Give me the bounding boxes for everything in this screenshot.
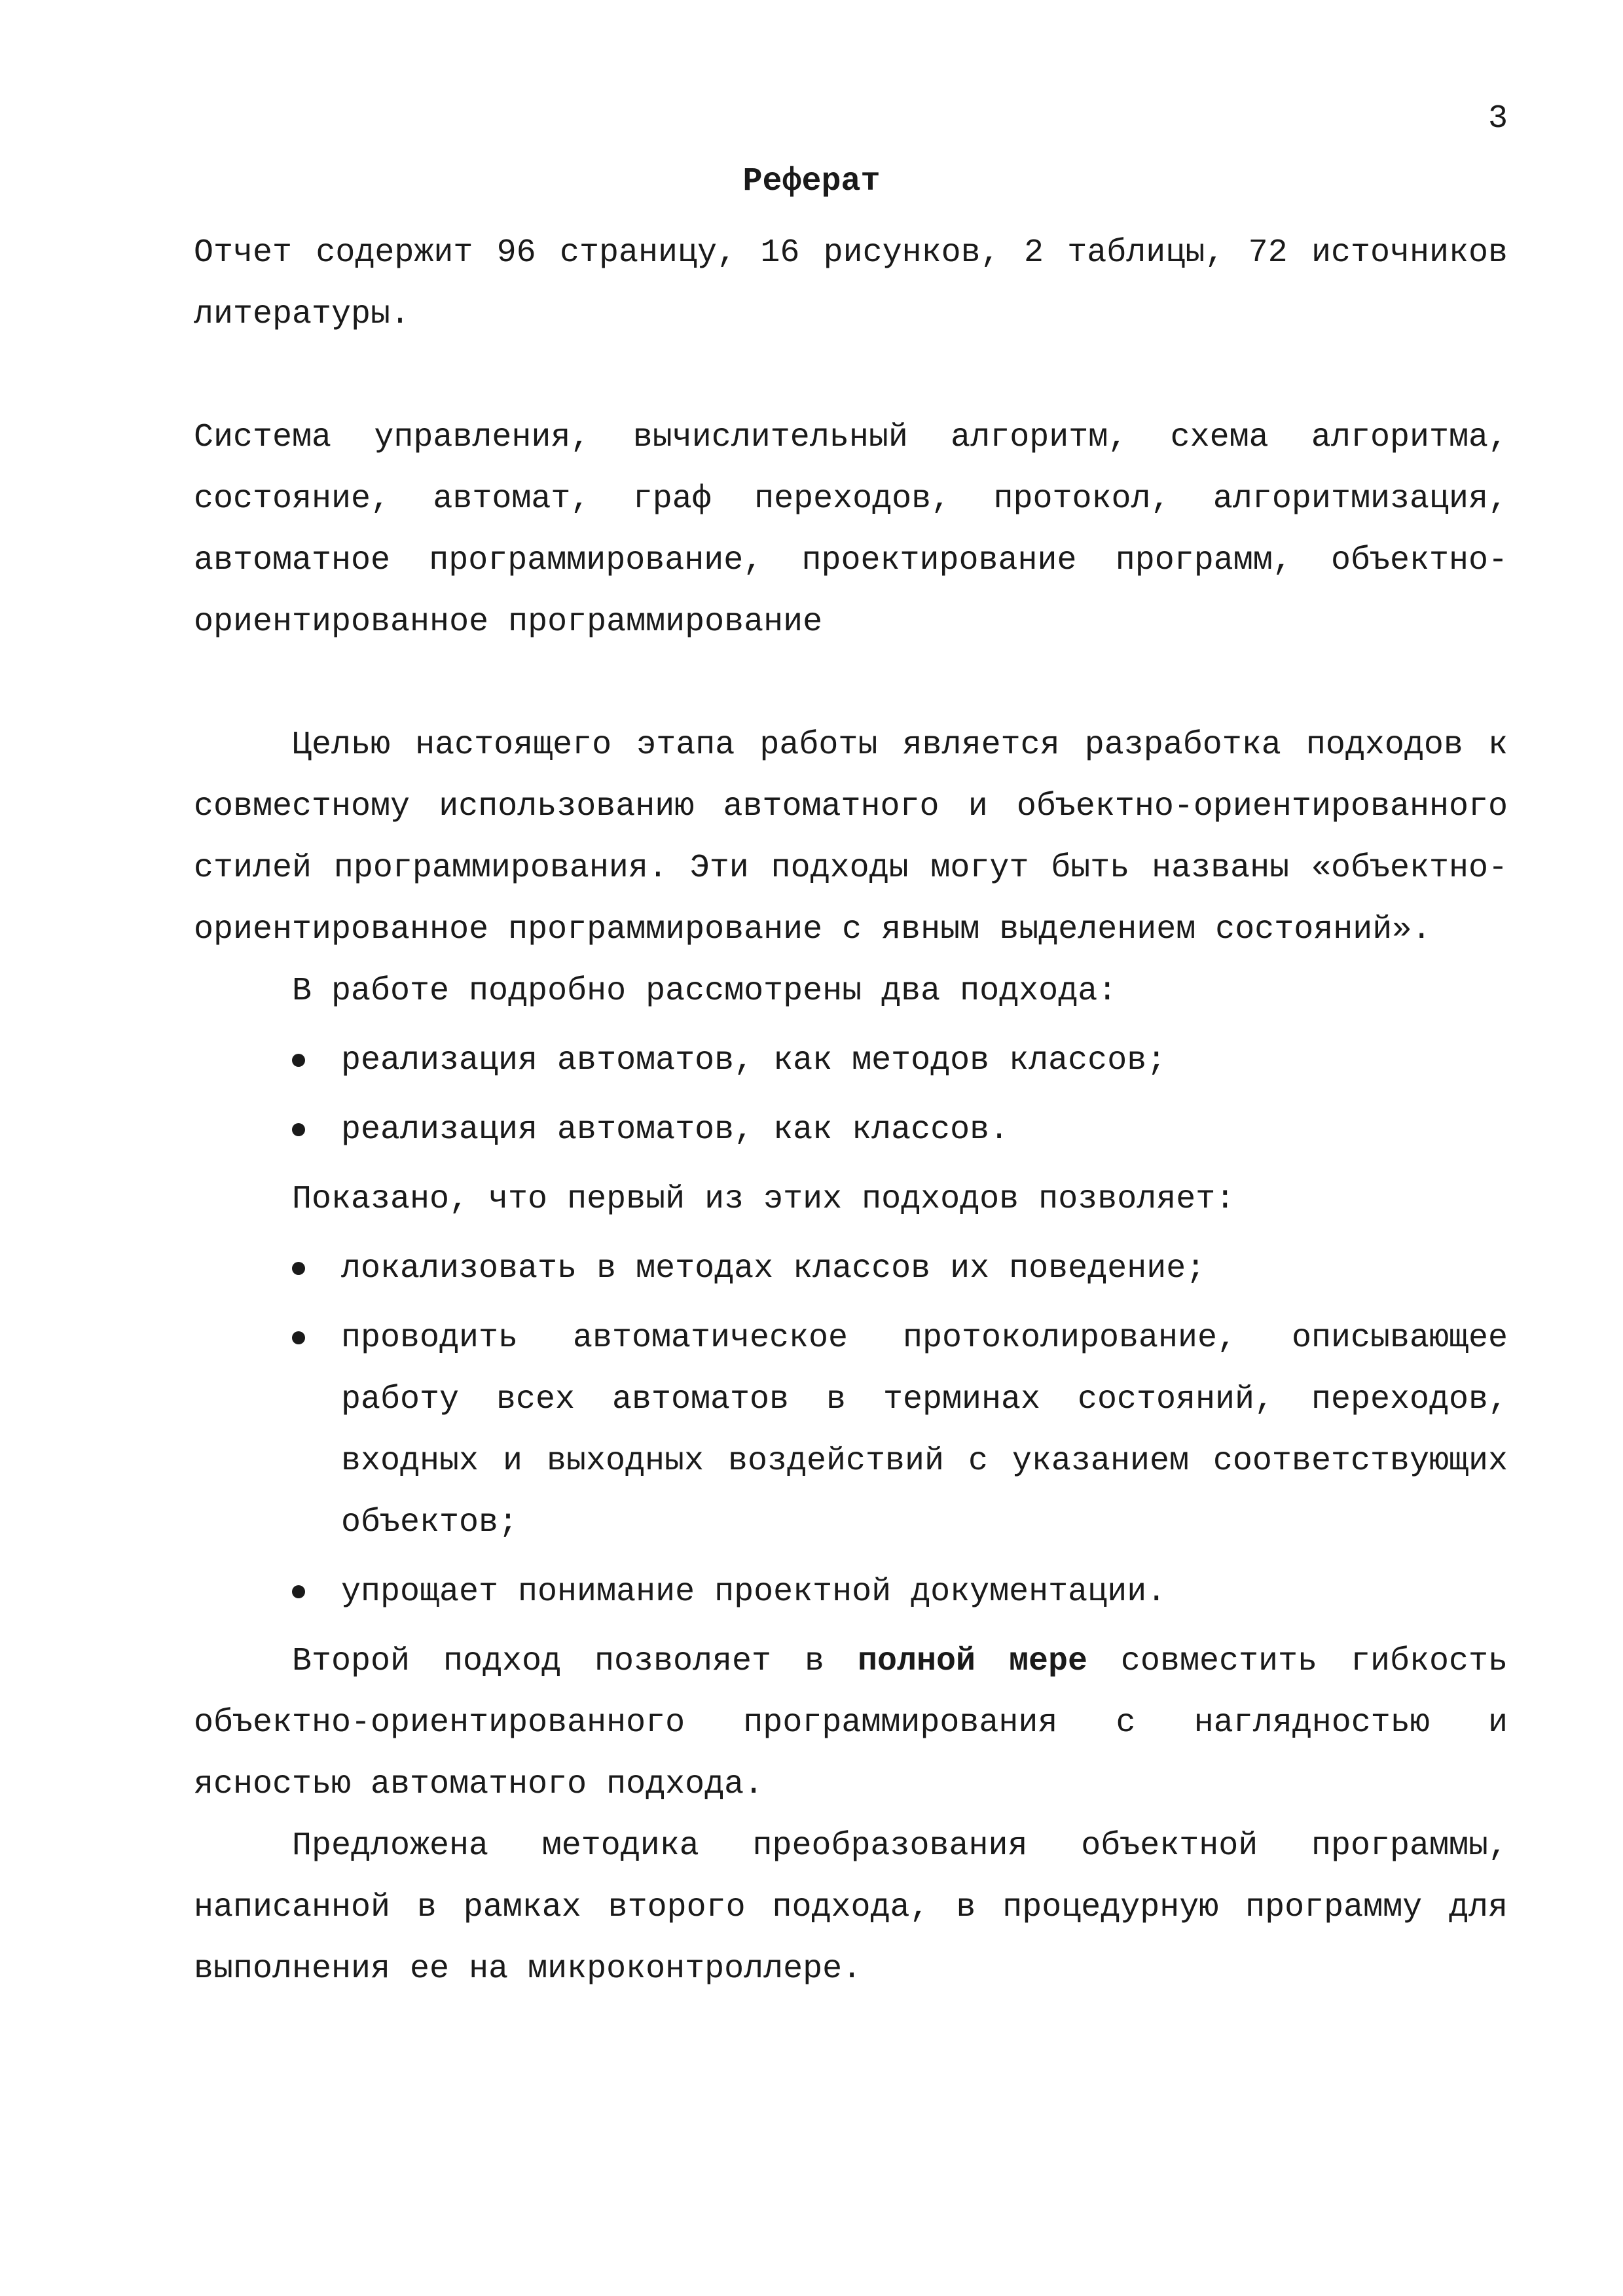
list-item-text: проводить автоматическое протоколирование, описывающее работу всех автоматов в терминах состояний, переходов, входных и выходных воздействий с указанием соответствующих объектов; (341, 1319, 1508, 1541)
approaches-list (194, 1030, 1508, 1161)
page-title: Реферат (742, 163, 881, 200)
list-item (194, 1562, 1508, 1623)
list-item (194, 1308, 1508, 1554)
goal-paragraph: Целью настоящего этапа работы является разработка подходов к совместному использованию автоматного и объектно-ориентированного стилей программирования. Эти подходы могут быть названы «объектно-ориентированное программирование с явным выделением состояний». (194, 726, 1508, 948)
list-item-text: реализация автоматов, как методов классов; (341, 1042, 1167, 1079)
list-item-text: упрощает понимание проектной документации. (341, 1573, 1167, 1611)
list-item-text: локализовать в методах классов их поведение; (341, 1250, 1206, 1287)
page-number: 3 (1487, 100, 1508, 137)
list-item-text: реализация автоматов, как классов. (341, 1111, 1010, 1149)
summary-paragraph: Отчет содержит 96 страницу, 16 рисунков, 2 таблицы, 72 источников литературы. (194, 234, 1508, 333)
document-body (194, 223, 1508, 2000)
list-item (194, 1238, 1508, 1300)
conclusion-paragraph: Предложена методика преобразования объектной программы, написанной в рамках второго подхода, в процедурную программу для выполнения ее на микроконтроллере. (194, 1827, 1508, 1988)
keywords-paragraph: Система управления, вычислительный алгоритм, схема алгоритма, состояние, автомат, граф переходов, протокол, алгоритмизация, автоматное программирование, проектирование программ, объектно-ориентированное программирование (194, 419, 1508, 641)
bullet-icon (292, 1331, 305, 1344)
second-approach-emphasis: полной мере (857, 1643, 1087, 1680)
bullet-icon (292, 1123, 305, 1136)
shown-intro: Показано, что первый из этих подходов позволяет: (292, 1181, 1235, 1218)
benefits-list (194, 1238, 1508, 1623)
second-approach-paragraph (194, 1631, 1508, 1816)
list-item (194, 1100, 1508, 1161)
second-approach-before: Второй подход позволяет в (292, 1643, 858, 1680)
approaches-intro: В работе подробно рассмотрены два подхода: (292, 973, 1118, 1010)
bullet-icon (292, 1262, 305, 1275)
list-item (194, 1030, 1508, 1092)
bullet-icon (292, 1585, 305, 1598)
bullet-icon (292, 1054, 305, 1067)
second-approach-after: совместить гибкость объектно-ориентированного программирования с наглядностью и ясностью автоматного подхода. (194, 1643, 1508, 1803)
